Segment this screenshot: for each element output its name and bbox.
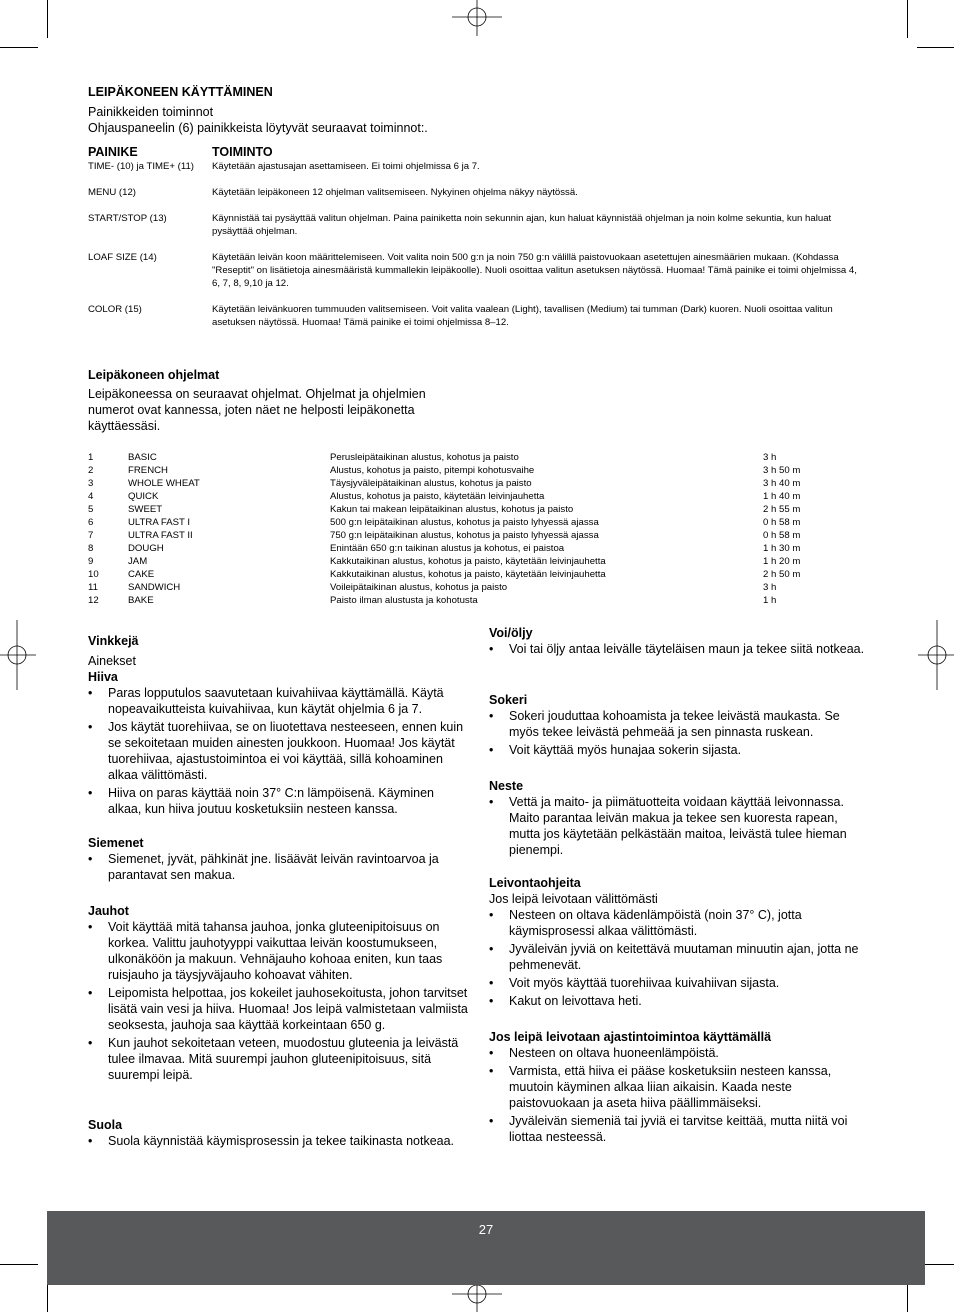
baking-immediately-list bbox=[489, 907, 869, 1009]
program-description: Paisto ilman alustusta ja kohotusta bbox=[330, 595, 478, 606]
bullet-item: • Leipomista helpottaa, jos kokeilet jauhosekoitusta, johon tarvitset lisätä vain vesi ja hiiva. Huomaa! Jos leipä valmistetaan valmiista seoksesta, jauhoja saa käyttää korkeintaan 650 g. bbox=[88, 985, 468, 1033]
intro-line-2: Ohjauspaneelin (6) painikkeista löytyvät seuraavat toiminnot:. bbox=[88, 121, 428, 135]
crop-mark bbox=[917, 47, 954, 48]
button-name: LOAF SIZE (14) bbox=[88, 252, 157, 263]
program-number: 3 bbox=[88, 478, 94, 489]
program-number: 12 bbox=[88, 595, 99, 606]
program-row bbox=[88, 452, 848, 465]
program-name: JAM bbox=[128, 556, 148, 567]
program-description: Kakkutaikinan alustus, kohotus ja paisto, käytetään leivinjauhetta bbox=[330, 569, 606, 580]
bullet-item: • Hiiva on paras käyttää noin 37° C:n lämpöisenä. Käyminen alkaa, kun hiiva joutuu kosketuksiin nesteen kanssa. bbox=[88, 785, 468, 817]
button-description: Käytetään ajastusajan asettamiseen. Ei toimi ohjelmissa 6 ja 7. bbox=[212, 161, 480, 172]
button-name: COLOR (15) bbox=[88, 304, 142, 315]
intro-line-1: Painikkeiden toiminnot bbox=[88, 105, 214, 119]
program-duration: 3 h bbox=[763, 582, 777, 593]
program-row bbox=[88, 478, 848, 491]
bullet-item: • Kun jauhot sekoitetaan veteen, muodostuu gluteenia ja leivästä tulee ilmavaa. Mitä suurempi jauhon gluteenipitoisuus, sitä suurempi leipä. bbox=[88, 1035, 468, 1083]
button-name: TIME- (10) ja TIME+ (11) bbox=[88, 161, 194, 172]
seeds-heading: Siemenet bbox=[88, 836, 144, 850]
flour-section bbox=[88, 903, 468, 1085]
program-description: Kakun tai makean leipätaikinan alustus, kohotus ja paisto bbox=[330, 504, 574, 515]
programs-intro: Leipäkoneessa on seuraavat ohjelmat. Ohjelmat ja ohjelmien numerot ovat kannessa, joten näet ne helposti leipäkonetta käyttäessäsi. bbox=[88, 387, 426, 433]
crop-mark bbox=[0, 1264, 38, 1265]
registration-mark-top bbox=[452, 0, 502, 36]
program-duration: 2 h 50 m bbox=[763, 569, 801, 580]
baking-instructions-section bbox=[489, 875, 869, 1011]
program-row bbox=[88, 595, 848, 608]
registration-mark-right bbox=[918, 620, 954, 690]
sugar-heading: Sokeri bbox=[489, 693, 528, 707]
bullet-item: • Jyväleivän siemeniä tai jyviä ei tarvitse keittää, mutta niitä voi liottaa nesteessä. bbox=[489, 1113, 869, 1145]
tips-heading: Vinkkejä bbox=[88, 634, 139, 648]
flour-heading: Jauhot bbox=[88, 904, 129, 918]
bullet-item: • Paras lopputulos saavutetaan kuivahiivaa käyttämällä. Käytä nopeavaikutteista kuivahiivaa, kun käytät ohjelmia 6 ja 7. bbox=[88, 685, 468, 717]
liquid-heading: Neste bbox=[489, 779, 524, 793]
program-name: BAKE bbox=[128, 595, 154, 606]
registration-mark-left bbox=[0, 620, 36, 690]
salt-heading: Suola bbox=[88, 1118, 123, 1132]
program-row bbox=[88, 556, 848, 569]
crop-mark bbox=[0, 47, 38, 48]
program-description: Alustus, kohotus ja paisto, käytetään leivinjauhetta bbox=[330, 491, 545, 502]
timer-baking-list bbox=[489, 1045, 869, 1145]
butter-oil-section bbox=[489, 625, 869, 659]
bullet-item: • Nesteen on oltava huoneenlämpöistä. bbox=[489, 1045, 869, 1061]
program-name: QUICK bbox=[128, 491, 159, 502]
tips-section bbox=[88, 633, 468, 819]
button-description: Käynnistää tai pysäyttää valitun ohjelman. Paina painiketta noin sekunnin ajan, kun haluat käynnistää ohjelman ja noin kolme sekuntia, kun haluat pysäyttää ohjelman. bbox=[212, 213, 832, 237]
program-row bbox=[88, 517, 848, 530]
program-row bbox=[88, 465, 848, 478]
button-description: Käytetään leivän koon määrittelemiseen. Voit valita noin 500 g:n ja noin 750 g:n välillä paistovuokaan asetettujen ainesmäärien mukaan. (Kohdassa "Reseptit" on lisätietoja ainesmääristä kummallekin leipäkoolle). Nuoli osoittaa valitun asetuksen näytössä. Huomaa! Tämä painike ei toimi ohjelmissa 4, 6, 7, 8, 9,10 ja 12. bbox=[212, 252, 857, 289]
button-name: START/STOP (13) bbox=[88, 213, 167, 224]
program-number: 8 bbox=[88, 543, 94, 554]
crop-mark bbox=[47, 0, 48, 38]
bullet-item: • Sokeri jouduttaa kohoamista ja tekee leivästä maukasta. Se myös tekee leivästä pehmeää ja sen pinnasta ruskean. bbox=[489, 708, 869, 740]
bullet-item: • Voit käyttää myös hunajaa sokerin sijasta. bbox=[489, 742, 869, 758]
program-name: ULTRA FAST I bbox=[128, 517, 191, 528]
seeds-list bbox=[88, 851, 468, 883]
programs-heading: Leipäkoneen ohjelmat bbox=[88, 368, 220, 382]
button-col-header: PAINIKE bbox=[88, 145, 138, 159]
program-description: Kakkutaikinan alustus, kohotus ja paisto, käytetään leivinjauhetta bbox=[330, 556, 606, 567]
flour-list bbox=[88, 919, 468, 1083]
bullet-item: • Jos käytät tuorehiivaa, se on liuotettava nesteeseen, ennen kuin se sekoitetaan muiden ainesten joukkoon. Huomaa! Jos käytät tuorehiivaa, ajastustoimintoa ei voi käyttää, sillä kohoaminen alkaa välittömästi. bbox=[88, 719, 468, 783]
bullet-item: • Jyväleivän jyviä on keitettävä muutaman minuutin ajan, jotta ne pehmenevät. bbox=[489, 941, 869, 973]
program-description: 500 g:n leipätaikinan alustus, kohotus ja paisto lyhyessä ajassa bbox=[330, 517, 599, 528]
program-row bbox=[88, 543, 848, 556]
ingredients-label: Ainekset bbox=[88, 654, 136, 668]
baking-immediately-label: Jos leipä leivotaan välittömästi bbox=[489, 892, 658, 906]
program-row bbox=[88, 582, 848, 595]
program-description: Voileipätaikinan alustus, kohotus ja paisto bbox=[330, 582, 508, 593]
program-name: SANDWICH bbox=[128, 582, 181, 593]
program-name: BASIC bbox=[128, 452, 157, 463]
program-number: 6 bbox=[88, 517, 94, 528]
program-duration: 1 h 30 m bbox=[763, 543, 801, 554]
program-name: CAKE bbox=[128, 569, 155, 580]
seeds-section bbox=[88, 835, 468, 885]
program-duration: 1 h 40 m bbox=[763, 491, 801, 502]
bullet-item: • Suola käynnistää käymisprosessin ja tekee taikinasta notkeaa. bbox=[88, 1133, 468, 1149]
salt-list bbox=[88, 1133, 468, 1149]
program-number: 10 bbox=[88, 569, 99, 580]
sugar-section bbox=[489, 692, 869, 760]
program-name: DOUGH bbox=[128, 543, 164, 554]
program-row bbox=[88, 530, 848, 543]
salt-section bbox=[88, 1117, 468, 1151]
bullet-item: • Voi tai öljy antaa leivälle täyteläisen maun ja tekee siitä notkeaa. bbox=[489, 641, 869, 657]
bullet-item: • Voit myös käyttää tuorehiivaa kuivahiivan sijasta. bbox=[489, 975, 869, 991]
program-number: 7 bbox=[88, 530, 94, 541]
program-row bbox=[88, 569, 848, 582]
program-row bbox=[88, 491, 848, 504]
bullet-item: • Siemenet, jyvät, pähkinät jne. lisäävät leivän ravintoarvoa ja parantavat sen makua. bbox=[88, 851, 468, 883]
program-duration: 0 h 58 m bbox=[763, 517, 801, 528]
bullet-item: • Vettä ja maito- ja piimätuotteita voidaan käyttää leivonnassa. Maito parantaa leivän makua ja tekee sen kuoresta rapean, mutta jos käytetään pelkästään maitoa, leivästä tulee hieman pienempi. bbox=[489, 794, 869, 858]
bullet-item: • Nesteen on oltava kädenlämpöistä (noin 37° C), jotta käymisprosessi alkaa välittömästi. bbox=[489, 907, 869, 939]
program-number: 2 bbox=[88, 465, 94, 476]
program-description: Täysjyväleipätaikinan alustus, kohotus ja paisto bbox=[330, 478, 532, 489]
program-number: 9 bbox=[88, 556, 94, 567]
timer-baking-section bbox=[489, 1029, 869, 1147]
button-description: Käytetään leivänkuoren tummuuden valitsemiseen. Voit valita vaalean (Light), tavallisen (Medium) tai tumman (Dark) kuoren. Nuoli osoittaa valitun asetuksen näytössä. Huomaa! Tämä painike ei toimi ohjelmissa 8–12. bbox=[212, 304, 833, 328]
bullet-item: • Kakut on leivottava heti. bbox=[489, 993, 869, 1009]
program-name: FRENCH bbox=[128, 465, 168, 476]
program-duration: 1 h 20 m bbox=[763, 556, 801, 567]
program-duration: 0 h 58 m bbox=[763, 530, 801, 541]
page-heading: LEIPÄKONEEN KÄYTTÄMINEN bbox=[88, 85, 273, 99]
program-row bbox=[88, 504, 848, 517]
program-number: 11 bbox=[88, 582, 98, 593]
crop-mark bbox=[907, 0, 908, 38]
page-number: 27 bbox=[478, 1222, 494, 1237]
program-duration: 3 h 40 m bbox=[763, 478, 801, 489]
program-description: Enintään 650 g:n taikinan alustus ja kohotus, ei paistoa bbox=[330, 543, 565, 554]
program-duration: 3 h bbox=[763, 452, 777, 463]
yeast-list bbox=[88, 685, 468, 817]
program-description: 750 g:n leipätaikinan alustus, kohotus ja paisto lyhyessä ajassa bbox=[330, 530, 599, 541]
function-col-header: TOIMINTO bbox=[212, 145, 273, 159]
program-duration: 1 h bbox=[763, 595, 777, 606]
program-name: ULTRA FAST II bbox=[128, 530, 193, 541]
program-description: Alustus, kohotus ja paisto, pitempi kohotusvaihe bbox=[330, 465, 535, 476]
bullet-item: • Varmista, että hiiva ei pääse kosketuksiin nesteen kanssa, muutoin käyminen alkaa liian aikaisin. Kaada neste paistovuokaan ja aseta hiiva päällimmäiseksi. bbox=[489, 1063, 869, 1111]
liquid-section bbox=[489, 778, 869, 860]
timer-baking-heading: Jos leipä leivotaan ajastintoimintoa käyttämällä bbox=[489, 1030, 772, 1044]
button-description: Käytetään leipäkoneen 12 ohjelman valitsemiseen. Nykyinen ohjelma näkyy näytössä. bbox=[212, 187, 578, 198]
program-number: 5 bbox=[88, 504, 94, 515]
button-name: MENU (12) bbox=[88, 187, 136, 198]
yeast-heading: Hiiva bbox=[88, 670, 118, 684]
program-number: 4 bbox=[88, 491, 94, 502]
program-number: 1 bbox=[88, 452, 94, 463]
program-name: SWEET bbox=[128, 504, 163, 515]
sugar-list bbox=[489, 708, 869, 758]
program-name: WHOLE WHEAT bbox=[128, 478, 200, 489]
butter-oil-heading: Voi/öljy bbox=[489, 626, 533, 640]
baking-instructions-heading: Leivontaohjeita bbox=[489, 876, 581, 890]
program-duration: 3 h 50 m bbox=[763, 465, 801, 476]
liquid-list bbox=[489, 794, 869, 858]
bullet-item: • Voit käyttää mitä tahansa jauhoa, jonka gluteenipitoisuus on korkea. Valittu jauhotyyppi vaikuttaa leivän koostumukseen, ulkonäköön ja makuun. Vehnäjauho kohoaa eniten, kun taas ruisjauho ja täysjyväjauho kohoavat vähiten. bbox=[88, 919, 468, 983]
page-footer bbox=[47, 1211, 925, 1285]
program-description: Perusleipätaikinan alustus, kohotus ja paisto bbox=[330, 452, 519, 463]
butter-oil-list bbox=[489, 641, 869, 657]
program-duration: 2 h 55 m bbox=[763, 504, 801, 515]
